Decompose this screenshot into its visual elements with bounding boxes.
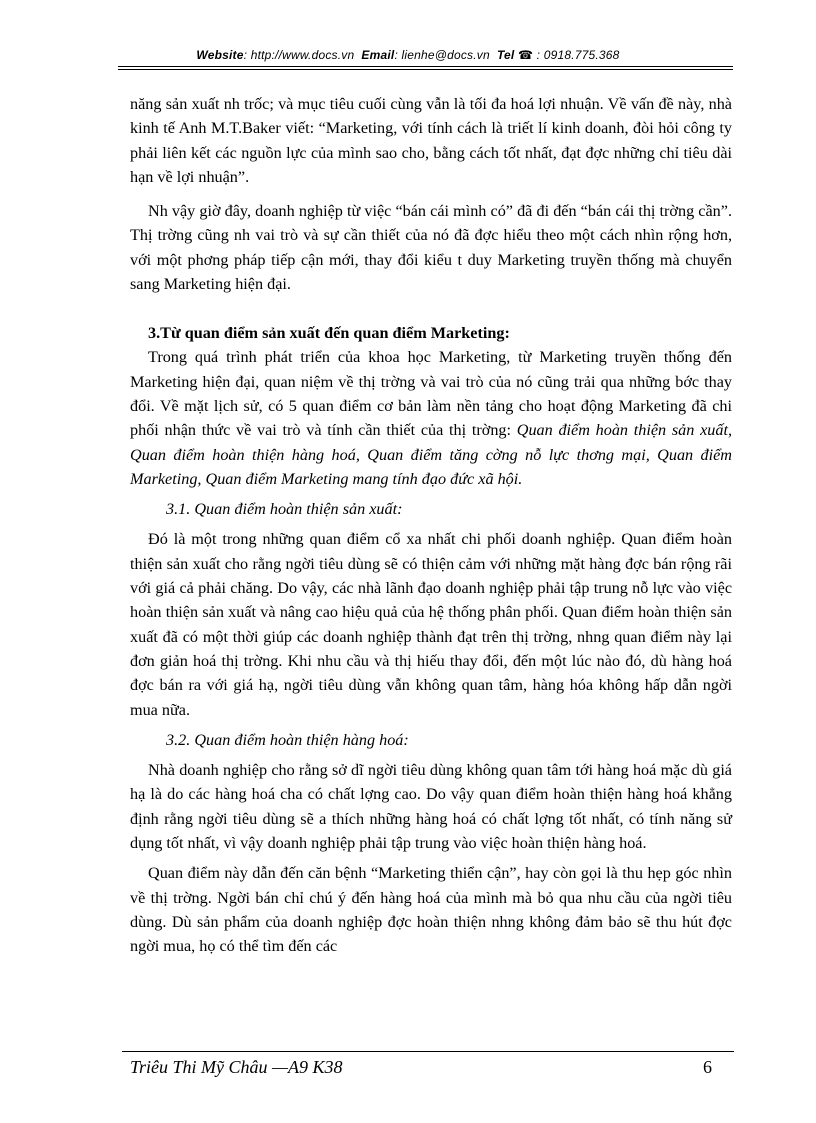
paragraph-text: Trong quá trình phát triển của khoa học Marketing, từ Marketing truyền thống đến Marketing hiện đại, quan niệm về thị trờng và vai trò của nó cũng trải qua những bớc thay đổi. Về mặt lịch sử, có 5 quan điểm cơ bản làm nền tảng cho hoạt động Marketing đã chi phối nhận thức về vai trò và tính cần thiết của thị trờng: [130,348,732,440]
email-label: Email [361,48,395,62]
paragraph: Nh vậy giờ đây, doanh nghiệp từ việc “bán cái mình có” đã đi đến “bán cái thị trờng cần”. Thị trờng cũng nh vai trò và sự cần thiết của nó đã đợc hiểu theo một cách nhìn rộng hơn, với một phơng pháp tiếp cận mới, thay đổi kiểu t duy Marketing truyền thống mà chuyển sang Marketing hiện đại. [130,202,732,294]
website-value: : http://www.docs.vn [243,48,355,62]
header-divider-secondary [118,69,733,70]
page-number: 6 [703,1057,712,1077]
subsection-heading: 3.2. Quan điểm hoàn thiện hàng hoá: [166,730,409,749]
footer-author: Triêu Thi Mỹ Châu —A9 K38 [130,1057,343,1077]
paragraph-italic-text: Quan điểm hoàn thiện sản xuất, Quan điểm hoàn thiện hàng hoá, Quan điểm tăng cờng nỗ lực thơng mại, Quan điểm Marketing, Quan điểm Marketing mang tính đạo đức xã hội. [130,421,732,488]
website-label: Website [196,48,244,62]
page-header [0,48,816,62]
paragraph: Nhà doanh nghiệp cho rằng sở dĩ ngời tiêu dùng không quan tâm tới hàng hoá mặc dù giá hạ là do các hàng hoá cha có chất lợng cao. Do vậy quan điểm hoàn thiện hàng hoá khẳng định rằng ngời tiêu dùng sẽ a thích những hàng hoá có chất lợng tốt nhất, có tính năng sử dụng tốt nhất, vì vậy doanh nghiệp phải tập trung vào việc hoàn thiện hàng hoá. [130,761,732,853]
email-value: : lienhe@docs.vn [394,48,490,62]
paragraph: năng sản xuất nh trốc; và mục tiêu cuối cùng vẫn là tối đa hoá lợi nhuận. Về vấn đề này, nhà kinh tế Anh M.T.Baker viết: “Marketing, với tính cách là triết lí kinh doanh, đòi hỏi công ty phải liên kết các nguồn lực của mình sao cho, bằng cách tốt nhất, đạt đợc những chỉ tiêu dài hạn về lợi nhuận”. [130,95,732,186]
paragraph: Quan điểm này dẫn đến căn bệnh “Marketing thiển cận”, hay còn gọi là thu hẹp góc nhìn về thị trờng. Ngời bán chỉ chú ý đến hàng hoá của mình mà bỏ qua nhu cầu của ngời tiêu dùng. Dù sản phẩm của doanh nghiệp đợc hoàn thiện nhng không đảm bảo sẽ thu hút đợc ngời mua, họ có thể tìm đến các [130,864,732,956]
footer-divider [122,1051,734,1052]
paragraph: Đó là một trong những quan điểm cổ xa nhất chi phối doanh nghiệp. Quan điểm hoàn thiện sản xuất cho rằng ngời tiêu dùng sẽ có thiện cảm với những mặt hàng đợc bán rộng rãi với giá cả phải chăng. Do vậy, các nhà lãnh đạo doanh nghiệp phải tập trung nỗ lực vào việc hoàn thiện sản xuất và nâng cao hiệu quả của hệ thống phân phối. Quan điểm hoàn thiện sản xuất đã có một thời giúp các doanh nghiệp thành đạt trên thị trờng, nhng quan điểm này lại đơn giản hoá thị trờng. Khi nhu cầu và thị hiếu thay đổi, đến một lúc nào đó, dù hàng hoá đợc bán ra với giá hạ, ngời tiêu dùng vẫn không quan tâm, hàng hóa không hấp dẫn ngời mua nữa. [130,530,732,719]
tel-value: ☎ : 0918.775.368 [518,48,620,62]
page-body [130,92,732,959]
subsection-heading: 3.1. Quan điểm hoàn thiện sản xuất: [166,500,403,519]
tel-label: Tel [496,48,515,62]
section-heading: 3.Từ quan điểm sản xuất đến quan điểm Marketing: [148,324,510,343]
paragraph [130,345,732,491]
header-divider [118,66,733,67]
